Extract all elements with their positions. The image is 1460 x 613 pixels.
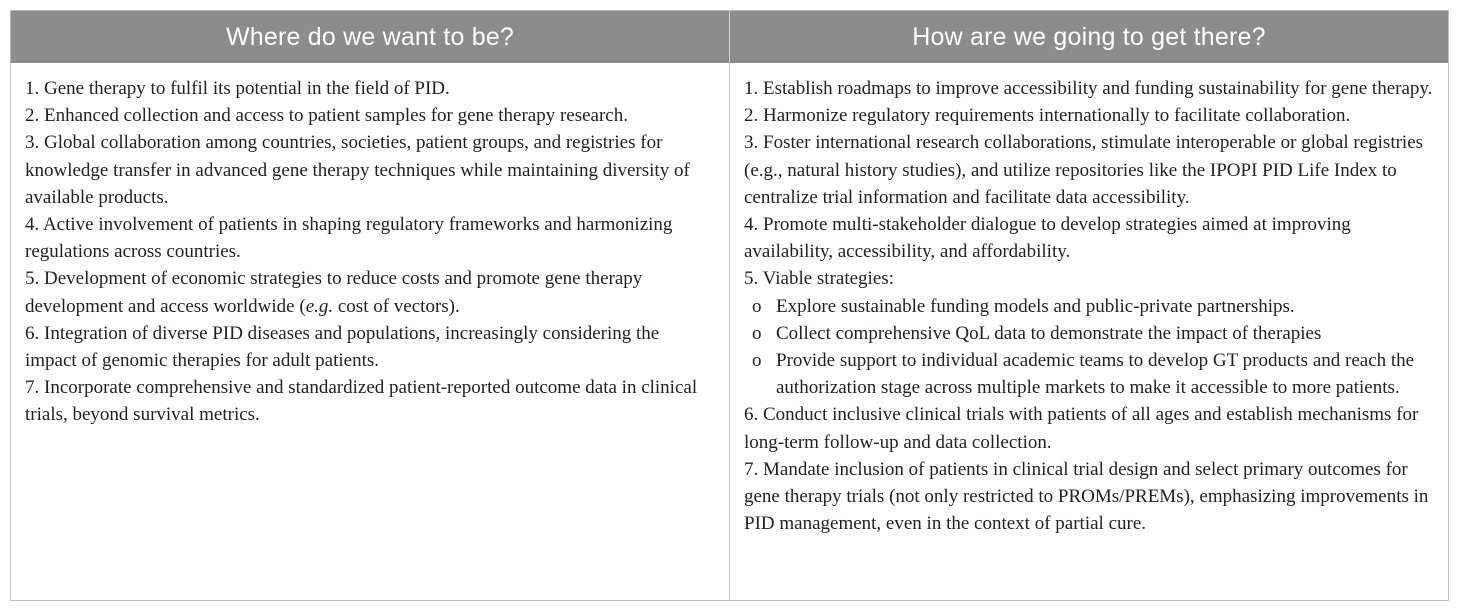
- action-item-7: 7. Mandate inclusion of patients in clinical trial design and select primary outcomes for gene therapy trials (not only restricted to PROMs/PREMs), emphasizing improvements in PID management, even in the context of partial cure.: [744, 458, 1429, 535]
- strategy-subitem-text: Explore sustainable funding models and public-private partnerships.: [776, 295, 1295, 317]
- bullet-icon: o: [752, 322, 762, 344]
- header-how-are-we-going-to-get-there: How are we going to get there?: [912, 22, 1266, 51]
- bullet-icon: o: [752, 295, 762, 317]
- bullet-icon: o: [752, 350, 762, 372]
- strategy-subitem-text: Provide support to individual academic teams to develop GT products and reach the authorization stage across multiple markets to make it accessible to more patients.: [776, 350, 1415, 399]
- goals-cell: [11, 63, 730, 600]
- strategy-table: [10, 10, 1449, 601]
- goal-item-6: 6. Integration of diverse PID diseases and populations, increasingly considering the impact of genomic therapies for adult patients.: [25, 322, 660, 372]
- goal-item-2: 2. Enhanced collection and access to patient samples for gene therapy research.: [25, 105, 628, 127]
- goal-item-5-tail: cost of vectors).: [333, 295, 460, 317]
- goal-item-5: [25, 265, 715, 319]
- table-body-row: [11, 63, 1448, 600]
- goal-item-3: 3. Global collaboration among countries, societies, patient groups, and registries for knowledge transfer in advanced gene therapy techniques while maintaining diversity of available products.: [25, 132, 690, 208]
- strategy-subitem-1: [744, 293, 1434, 320]
- action-item-2: 2. Harmonize regulatory requirements internationally to facilitate collaboration.: [744, 105, 1351, 127]
- header-where-do-we-want-to-be: Where do we want to be?: [11, 11, 730, 63]
- strategy-subitem-text: Collect comprehensive QoL data to demonstrate the impact of therapies: [776, 322, 1322, 344]
- strategy-subitem-2: [744, 320, 1434, 347]
- goal-item-4: 4. Active involvement of patients in shaping regulatory frameworks and harmonizing regulations across countries.: [25, 214, 673, 263]
- goal-item-5-emphasis: e.g.: [305, 295, 334, 317]
- goal-item-5-text: 5. Development of economic strategies to reduce costs and promote gene therapy development and access worldwide (: [25, 268, 643, 317]
- action-item-3: 3. Foster international research collaborations, stimulate interoperable or global registries (e.g., natural history studies), and utilize repositories like the IPOPI PID Life Index to centralize trial information and facilitate data accessibility.: [744, 132, 1424, 208]
- goal-item-1: 1. Gene therapy to fulfil its potential in the field of PID.: [25, 78, 450, 99]
- strategy-subitem-3: [744, 347, 1434, 401]
- action-item-6: 6. Conduct inclusive clinical trials with patients of all ages and establish mechanisms for long-term follow-up and data collection.: [744, 404, 1419, 453]
- action-item-4: 4. Promote multi-stakeholder dialogue to develop strategies aimed at improving availability, accessibility, and affordability.: [744, 214, 1351, 263]
- goal-item-7: 7. Incorporate comprehensive and standardized patient-reported outcome data in clinical trials, beyond survival metrics.: [25, 377, 698, 426]
- action-item-5: 5. Viable strategies:: [744, 268, 894, 290]
- table-header-row: [11, 11, 1448, 63]
- actions-cell: [730, 63, 1448, 600]
- action-item-1: 1. Establish roadmaps to improve accessibility and funding sustainability for gene therapy.: [744, 78, 1433, 99]
